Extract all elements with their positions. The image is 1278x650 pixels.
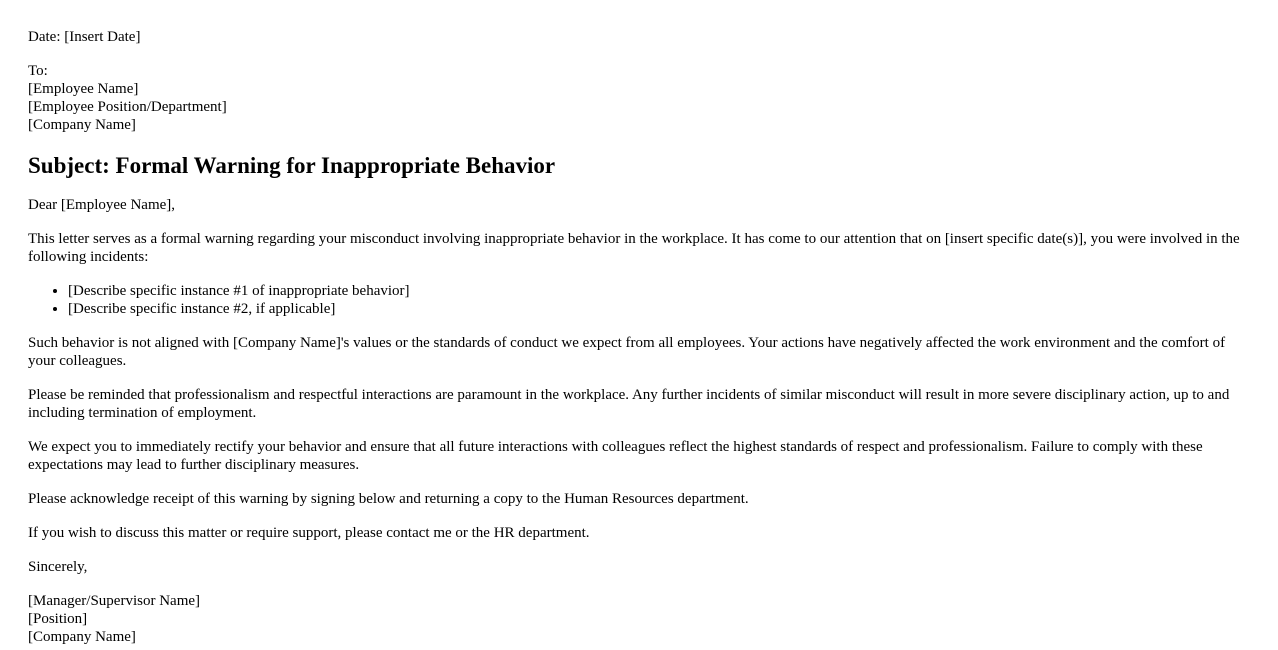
acknowledge-paragraph: Please acknowledge receipt of this warning by signing below and returning a copy to the Human Resources department. bbox=[28, 491, 749, 507]
intro-paragraph: This letter serves as a formal warning regarding your misconduct involving inappropriate behavior in the workplace. It has come to our attention that on [insert specific date(s)], you were involved in the following incidents: bbox=[28, 231, 1240, 265]
subject-heading: Subject: Formal Warning for Inappropriate Behavior bbox=[28, 153, 556, 178]
recipient-block bbox=[28, 62, 1250, 134]
recipient-position: [Employee Position/Department] bbox=[28, 99, 227, 115]
list-item: • [Describe specific instance #2, if applicable] bbox=[68, 300, 1250, 318]
recipient-company: [Company Name] bbox=[28, 117, 136, 133]
signer-company: [Company Name] bbox=[28, 629, 136, 645]
incident-list bbox=[28, 282, 1250, 318]
closing: Sincerely, bbox=[28, 559, 88, 575]
list-item: • [Describe specific instance #1 of inappropriate behavior] bbox=[68, 282, 1250, 300]
signature-block bbox=[28, 592, 1250, 646]
date-line: Date: [Insert Date] bbox=[28, 29, 141, 45]
to-label: To: bbox=[28, 63, 48, 79]
salutation: Dear [Employee Name], bbox=[28, 197, 176, 213]
recipient-name: [Employee Name] bbox=[28, 81, 139, 97]
values-paragraph: Such behavior is not aligned with [Company Name]'s values or the standards of conduct we expect from all employees. Your actions have negatively affected the work environment and the comfort of your colleagues. bbox=[28, 335, 1226, 369]
expectation-paragraph: We expect you to immediately rectify your behavior and ensure that all future interactions with colleagues reflect the highest standards of respect and professionalism. Failure to comply with these expectations may lead to further disciplinary measures. bbox=[28, 439, 1203, 473]
signer-position: [Position] bbox=[28, 611, 88, 627]
contact-paragraph: If you wish to discuss this matter or require support, please contact me or the HR department. bbox=[28, 525, 590, 541]
signer-name: [Manager/Supervisor Name] bbox=[28, 593, 201, 609]
reminder-paragraph: Please be reminded that professionalism and respectful interactions are paramount in the workplace. Any further incidents of similar misconduct will result in more severe disciplinary action, up to and including termination of employment. bbox=[28, 387, 1230, 421]
